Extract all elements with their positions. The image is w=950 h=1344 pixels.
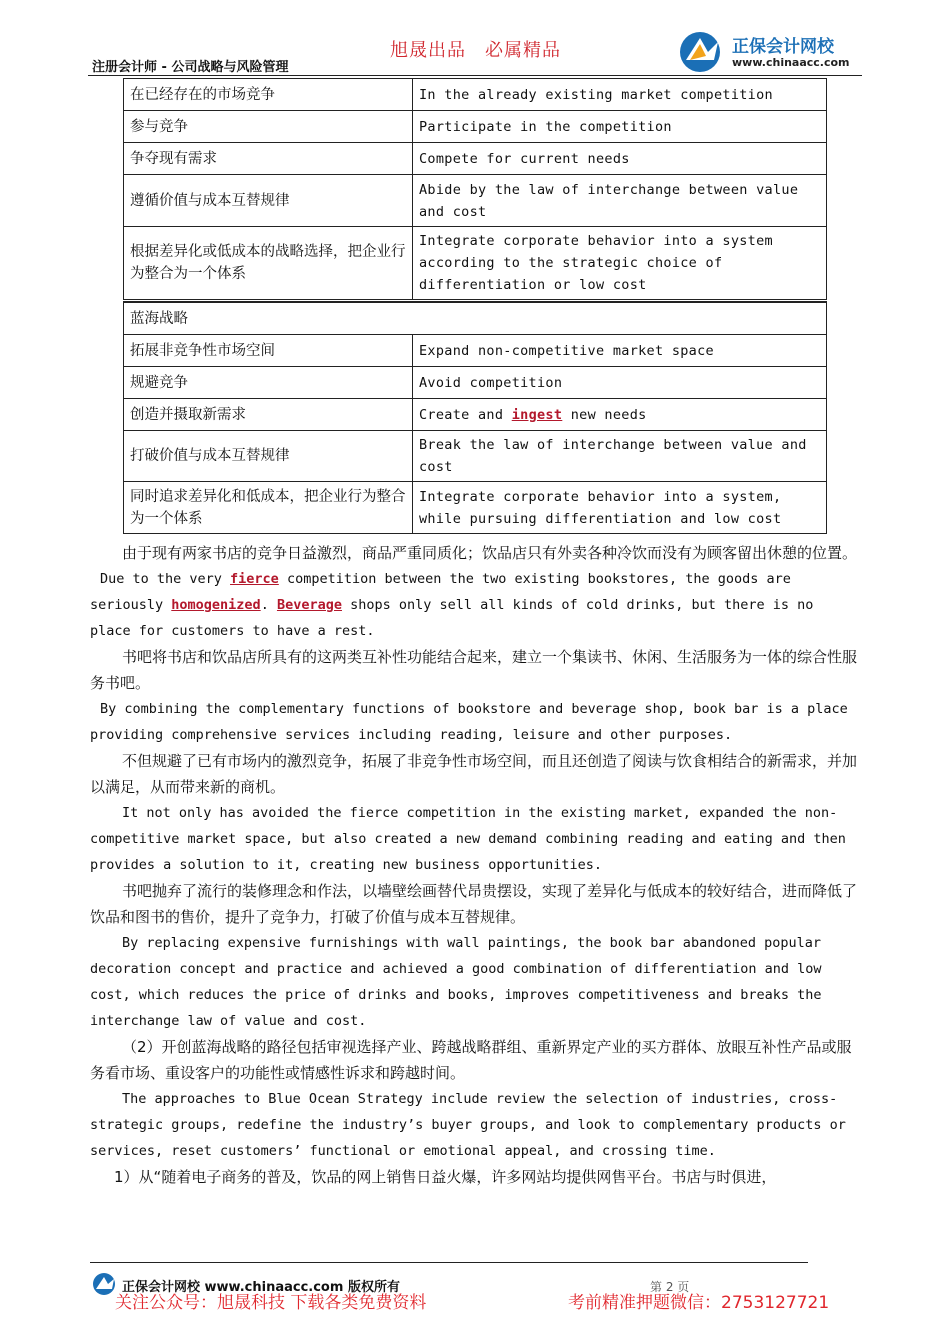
text-run: Due to the very	[100, 571, 231, 587]
table-cell-en	[413, 399, 827, 431]
paragraph-en	[90, 566, 860, 644]
text-run: competition between the two existing bookstores, the goods are seriously	[90, 571, 791, 613]
table-cell-zh: 同时追求差异化和低成本，把企业行为整合为一个体系	[124, 482, 413, 534]
header-divider	[88, 75, 862, 76]
footer-copyright: 正保会计网校 www.chinaacc.com 版权所有	[122, 1280, 400, 1295]
table-row	[124, 143, 827, 175]
course-title: 注册会计师 - 公司战略与风险管理	[92, 60, 289, 75]
table-row	[124, 175, 827, 227]
vocab-link-homogenized[interactable]: homogenized	[171, 597, 261, 613]
table-cell-en: Expand non-competitive market space	[413, 335, 827, 367]
table-cell-en: Avoid competition	[413, 367, 827, 399]
table-cell-zh: 规避竞争	[124, 367, 413, 399]
paragraph-zh: 由于现有两家书店的竞争日益激烈，商品严重同质化；饮品店只有外卖各种冷饮而没有为顾客留出休憩的位置。	[122, 544, 858, 562]
table-cell-en: In the already existing market competition	[413, 79, 827, 111]
paragraph-en: By combining the complementary functions of bookstore and beverage shop, book bar is a place providing comprehensive services including reading, leisure and other purposes.	[90, 701, 848, 743]
table-row	[124, 482, 827, 534]
paragraph-zh: 1）从“随着电子商务的普及，饮品的网上销售日益火爆，许多网站均提供网售平台。书店与时俱进，	[114, 1168, 777, 1186]
paragraph-zh: 不但规避了已有市场内的激烈竞争，拓展了非竞争性市场空间，而且还创造了阅读与饮食相结合的新需求，并加以满足，从而带来新的商机。	[90, 752, 858, 796]
paragraph-zh: 书吧抛弃了流行的装修理念和作法，以墙壁绘画替代昂贵摆设，实现了差异化与低成本的较好结合，进而降低了饮品和图书的售价，提升了竞争力，打破了价值与成本互替规律。	[90, 882, 858, 926]
table-cell-zh: 争夺现有需求	[124, 143, 413, 175]
table-row	[124, 431, 827, 482]
logo-url: www.chinaacc.com	[732, 56, 850, 69]
vocab-link-beverage[interactable]: Beverage	[276, 597, 342, 613]
logo-name: 正保会计网校	[732, 37, 834, 57]
text-run: shops only sell all kinds of cold drinks, but there is no place for customers to have a rest.	[90, 597, 814, 639]
table-cell-en: Compete for current needs	[413, 143, 827, 175]
table-cell-zh: 打破价值与成本互替规律	[124, 431, 413, 482]
table-section-label: 蓝海战略	[124, 303, 827, 335]
table-cell-zh: 在已经存在的市场竞争	[124, 79, 413, 111]
logo-emblem-icon	[678, 30, 726, 74]
table-cell-zh: 根据差异化或低成本的战略选择，把企业行为整合为一个体系	[124, 227, 413, 301]
brand-logo[interactable]	[678, 30, 868, 74]
footer-divider	[90, 1262, 808, 1263]
vocab-link-ingest[interactable]: ingest	[511, 406, 563, 423]
table-section-row	[124, 303, 827, 335]
table-cell-en: Break the law of interchange between value and cost	[413, 431, 827, 482]
promo-watermark-left: 关注公众号：旭晟科技 下载各类免费资料	[115, 1293, 427, 1313]
promo-watermark-right: 考前精准押题微信：2753127721	[568, 1293, 830, 1313]
table-row	[124, 335, 827, 367]
strategy-comparison-table	[123, 78, 827, 534]
table-cell-en: Abide by the law of interchange between value and cost	[413, 175, 827, 227]
page-header	[0, 0, 950, 80]
table-row	[124, 399, 827, 431]
body-text	[90, 540, 860, 1190]
table-cell-zh: 遵循价值与成本互替规律	[124, 175, 413, 227]
text-run: new needs	[562, 406, 647, 423]
slogan: 旭晟出品 必属精品	[390, 40, 561, 61]
vocab-link-fierce[interactable]: fierce	[230, 571, 279, 587]
text-run: Create and	[419, 406, 512, 423]
paragraph-zh: （2）开创蓝海战略的路径包括审视选择产业、跨越战略群组、重新界定产业的买方群体、放眼互补性产品或服务看市场、重设客户的功能性或情感性诉求和跨越时间。	[90, 1038, 852, 1082]
page-number: 第 2 页	[650, 1280, 690, 1294]
table-cell-zh: 创造并摄取新需求	[124, 399, 413, 431]
table-cell-en: Integrate corporate behavior into a system according to the strategic choice of differentiation or low cost	[413, 227, 827, 301]
table-cell-en: Integrate corporate behavior into a system, while pursuing differentiation and low cost	[413, 482, 827, 534]
table-row	[124, 227, 827, 301]
table-row	[124, 367, 827, 399]
paragraph-en: It not only has avoided the fierce competition in the existing market, expanded the non-competitive market space, but also created a new demand combining reading and eating and then provides a solution to it, creating new business opportunities.	[90, 805, 846, 873]
paragraph-en: By replacing expensive furnishings with wall paintings, the book bar abandoned popular decoration concept and practice and achieved a good combination of differentiation and low cost, which reduces the price of drinks and books, improves competitiveness and breaks the interchange law of value and cost.	[90, 935, 822, 1029]
table-row	[124, 111, 827, 143]
table-row	[124, 79, 827, 111]
paragraph-en: The approaches to Blue Ocean Strategy include review the selection of industries, cross-strategic groups, redefine the industry’s buyer groups, and look to complementary products or services, reset customers’ functional or emotional appeal, and crossing time.	[90, 1091, 846, 1159]
text-run: .	[260, 597, 277, 613]
table-cell-zh: 拓展非竞争性市场空间	[124, 335, 413, 367]
paragraph-zh: 书吧将书店和饮品店所具有的这两类互补性功能结合起来，建立一个集读书、休闲、生活服务为一体的综合性服务书吧。	[90, 648, 858, 692]
table-cell-zh: 参与竞争	[124, 111, 413, 143]
table-cell-en: Participate in the competition	[413, 111, 827, 143]
